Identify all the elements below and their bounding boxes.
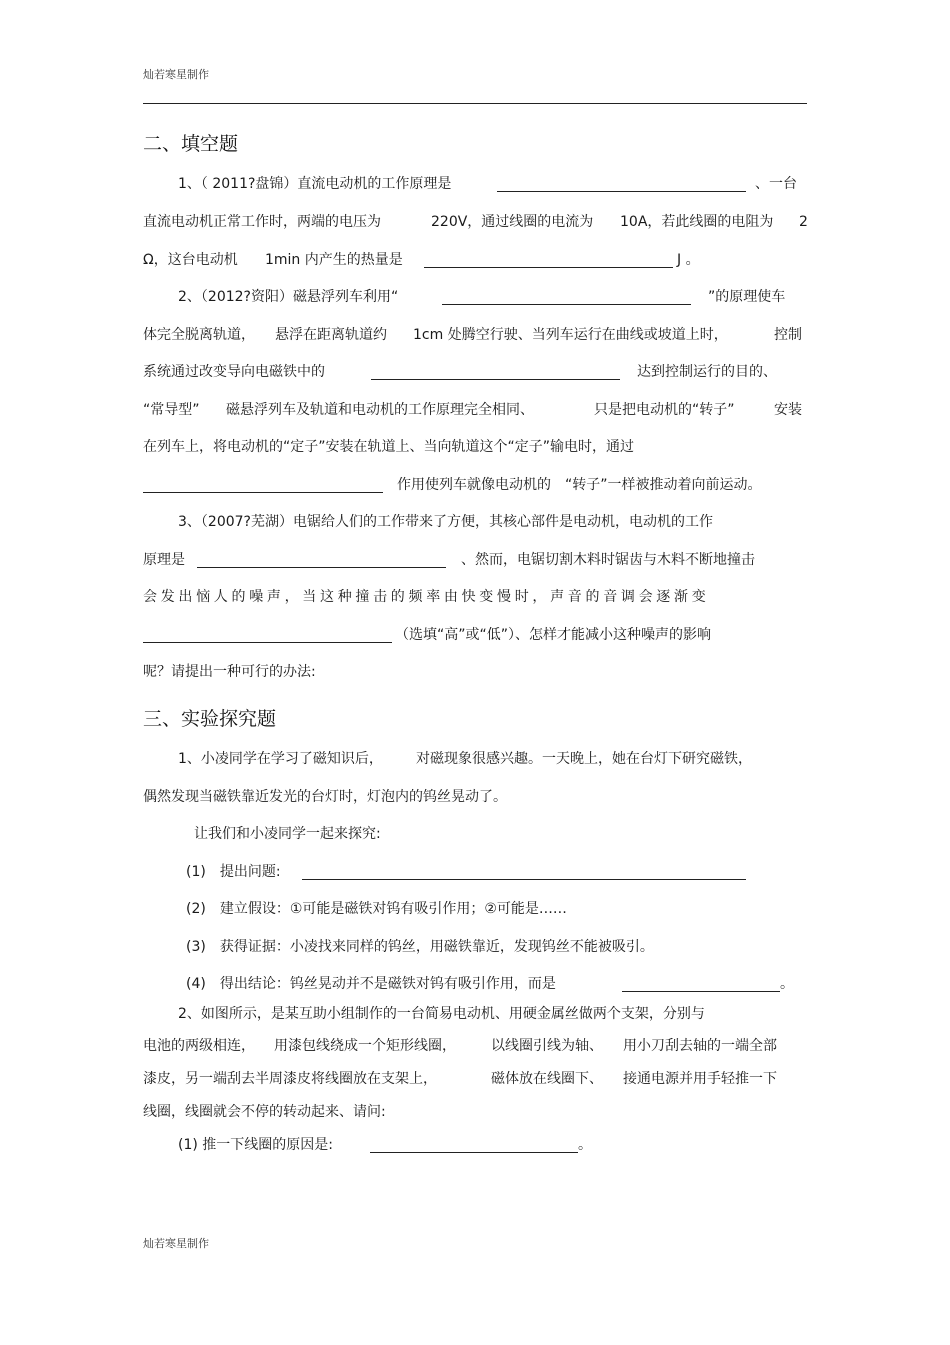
s3q2-line2-a: 电池的两级相连， — [143, 1038, 255, 1054]
q2-line2-d: 控制 — [774, 327, 802, 343]
q1-line1-text: 1、（ 2011?盘锦）直流电动机的工作原理是 — [178, 176, 452, 192]
q3-line3: 会发出恼人的噪声，当这种撞击的频率由快变慢时，声音的音调会逐渐变 — [143, 589, 710, 605]
q3-blank-1[interactable] — [197, 553, 446, 568]
s3q1-step3: (3) 获得证据：小凌找来同样的钨丝，用磁铁靠近，发现钨丝不能被吸引。 — [186, 939, 654, 955]
s3q1-step1: (1) 提出问题: — [186, 864, 281, 880]
q2-line2-a: 体完全脱离轨道， — [143, 327, 255, 343]
q1-line3-b: 1min 内产生的热量是 — [265, 252, 403, 268]
q2-blank-3[interactable] — [143, 478, 383, 493]
s3q2-line3-c: 接通电源并用手轻推一下 — [623, 1071, 777, 1087]
page-header: 灿若寒星制作 — [143, 68, 209, 81]
q1-line2-b: 220V，通过线圈的电流为 — [431, 214, 594, 230]
s3q1-line1-b: 对磁现象很感兴趣。一天晚上，她在台灯下研究磁铁， — [416, 751, 752, 767]
q2-line3-b: 达到控制运行的目的、 — [637, 364, 777, 380]
q1-line2-a: 直流电动机正常工作时，两端的电压为 — [143, 214, 381, 230]
q2-line3-a: 系统通过改变导向电磁铁中的 — [143, 364, 325, 380]
s3q1-line2: 偶然发现当磁铁靠近发光的台灯时，灯泡内的钨丝晃动了。 — [143, 789, 507, 805]
s3q1-blank-question[interactable] — [302, 865, 746, 880]
q2-line4-d: 安装 — [774, 402, 802, 418]
q3-line1: 3、（2007?芜湖）电锯给人们的工作带来了方便，其核心部件是电动机，电动机的工作 — [178, 514, 713, 530]
header-divider — [143, 103, 807, 104]
q2-line5: 在列车上，将电动机的“定子”安装在轨道上、当向轨道这个“定子”输电时，通过 — [143, 439, 635, 455]
s3q2-sub1: (1) 推一下线圈的原因是: — [178, 1137, 333, 1153]
s3q2-line3-b: 磁体放在线圈下、 — [491, 1071, 603, 1087]
s3q1-step2: (2) 建立假设：①可能是磁铁对钨有吸引作用；②可能是…… — [186, 901, 567, 917]
s3q2-sub1-end: 。 — [578, 1137, 592, 1153]
q2-line4-a: “常导型” — [143, 402, 200, 418]
s3q1-blank-conclusion[interactable] — [622, 977, 780, 992]
s3q1-step4-end: 。 — [780, 976, 794, 992]
s3q2-line1: 2、如图所示，是某互助小组制作的一台简易电动机、用硬金属丝做两个支架，分别与 — [178, 1006, 705, 1022]
q2-line4-c: 只是把电动机的“转子” — [594, 402, 735, 418]
q2-line2-c: 1cm 处腾空行驶、当列车运行在曲线或坡道上时， — [413, 327, 728, 343]
s3q2-line3-a: 漆皮，另一端刮去半周漆皮将线圈放在支架上， — [143, 1071, 437, 1087]
q2-line1-a: 2、（2012?资阳）磁悬浮列车利用“ — [178, 289, 399, 305]
q1-line2-c: 10A，若此线圈的电阻为 — [620, 214, 774, 230]
q1-blank-1[interactable] — [497, 177, 746, 192]
page-footer: 灿若寒星制作 — [143, 1237, 209, 1250]
q3-line5: 呢？请提出一种可行的办法: — [143, 664, 316, 680]
q3-line2-a: 原理是 — [143, 552, 185, 568]
s3q1-line3: 让我们和小凌同学一起来探究: — [194, 826, 381, 842]
q2-line2-b: 悬浮在距离轨道约 — [275, 327, 387, 343]
q1-blank-2[interactable] — [424, 253, 673, 268]
q2-blank-1[interactable] — [442, 290, 691, 305]
q3-blank-2[interactable] — [143, 628, 392, 643]
s3q2-line2-d: 用小刀刮去轴的一端全部 — [623, 1038, 777, 1054]
s3q1-line1-a: 1、小凌同学在学习了磁知识后， — [178, 751, 383, 767]
q2-line1-b: ”的原理使车 — [708, 289, 786, 305]
s3q2-line2-b: 用漆包线绕成一个矩形线圈， — [274, 1038, 456, 1054]
s3q2-line4: 线圈，线圈就会不停的转动起来、请问: — [143, 1104, 386, 1120]
section-title-experiment: 三、实验探究题 — [143, 708, 277, 730]
q2-blank-2[interactable] — [371, 365, 620, 380]
section-title-fill-in: 二、填空题 — [143, 133, 239, 155]
s3q2-blank-reason[interactable] — [370, 1138, 578, 1153]
s3q2-line2-c: 以线圈引线为轴、 — [491, 1038, 603, 1054]
q3-line2-b: 、然而，电锯切割木料时锯齿与木料不断地撞击 — [461, 552, 755, 568]
q1-line2-d: 2 — [799, 214, 808, 230]
q2-line4-b: 磁悬浮列车及轨道和电动机的工作原理完全相同、 — [226, 402, 534, 418]
q1-line3-c: J 。 — [677, 252, 700, 268]
q1-line3-a: Ω，这台电动机 — [143, 252, 238, 268]
s3q1-step4: (4) 得出结论：钨丝晃动并不是磁铁对钨有吸引作用，而是 — [186, 976, 556, 992]
q1-line1-end: 、一台 — [755, 176, 797, 192]
q3-line4: （选填“高”或“低”）、怎样才能减小这种噪声的影响 — [395, 627, 712, 643]
q2-line6: 作用使列车就像电动机的 “转子”一样被推动着向前运动。 — [397, 477, 762, 493]
